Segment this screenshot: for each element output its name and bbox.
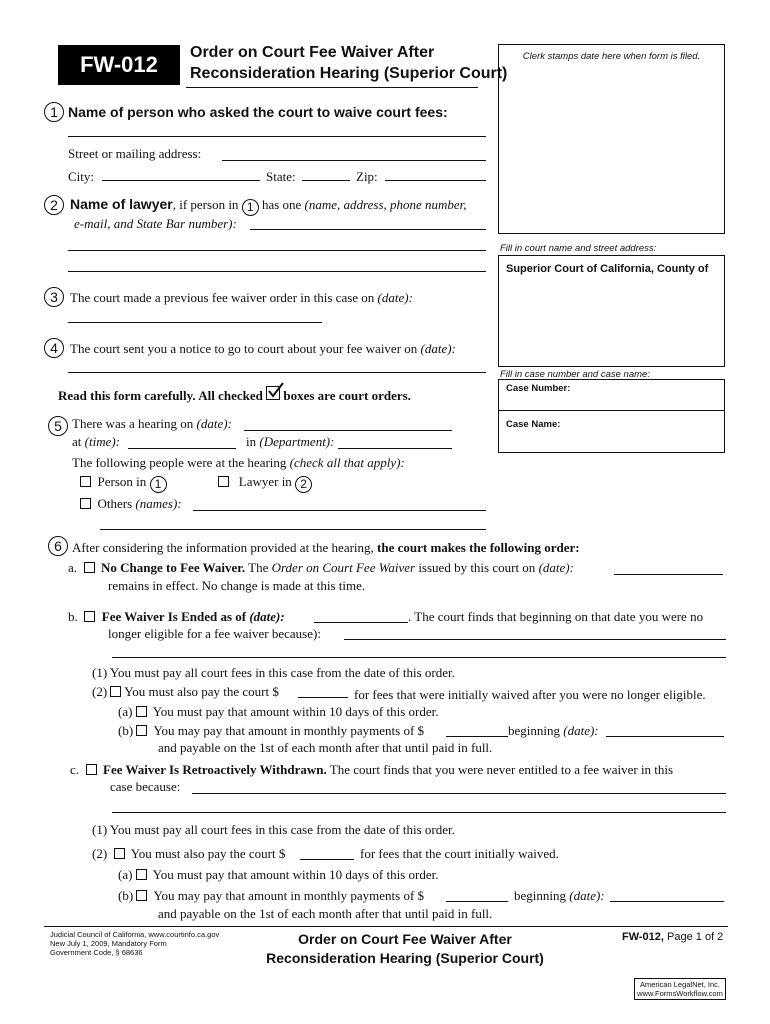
- order-b-reason-2[interactable]: [112, 657, 726, 658]
- order-c-p1: (1) You must pay all court fees in this case from the date of this order.: [92, 822, 455, 837]
- lawyer-field-1[interactable]: [250, 229, 486, 230]
- attendee-lawyer: [218, 474, 312, 493]
- order-a-text1: The: [248, 560, 269, 575]
- person-checkbox[interactable]: [80, 476, 91, 487]
- item-4-text: [70, 341, 456, 357]
- notice-hint: (date):: [420, 341, 456, 356]
- item-1-title: Name of person who asked the court to waive court fees:: [68, 104, 448, 120]
- order-c-pb-line2: and payable on the 1st of each month after that until paid in full.: [158, 906, 493, 921]
- order-c-pa-letter: (a): [118, 867, 133, 882]
- order-b-p2-checkbox[interactable]: [110, 686, 121, 697]
- prev-order-text: The court made a previous fee waiver order in this case on: [70, 290, 375, 305]
- order-b-pa: [118, 704, 438, 720]
- order-a-formname: Order on Court Fee Waiver: [271, 560, 416, 575]
- order-b-text: . The court finds that beginning on that date you were no: [408, 609, 704, 624]
- order-c-pa: [118, 867, 438, 883]
- order-c-begin-date-field[interactable]: [610, 901, 724, 902]
- prev-order-hint: (date):: [377, 290, 413, 305]
- order-b-letter: b.: [68, 609, 78, 624]
- order-b-pb-letter: (b): [118, 723, 134, 738]
- lawyer-label-rest: , if person in: [172, 197, 239, 212]
- order-b-pb-after: [508, 723, 599, 739]
- order-c-p2: [92, 846, 285, 862]
- lawyer-checkbox[interactable]: [218, 476, 229, 487]
- hearing-hint: (date):: [196, 416, 232, 431]
- dept-field[interactable]: [338, 448, 452, 449]
- item-1-number: 1: [44, 102, 64, 122]
- case-number-label: Case Number:: [506, 383, 571, 394]
- attendee-person: [80, 474, 167, 493]
- notice-date-field[interactable]: [68, 372, 486, 373]
- footer-page-num: Page 1 of 2: [667, 931, 724, 943]
- notice-after: boxes are court orders.: [283, 388, 411, 403]
- zip-field[interactable]: [385, 180, 486, 181]
- notice-before: Read this form carefully. All checked: [58, 388, 263, 403]
- footer-title: [240, 930, 570, 968]
- ref-item-1: 1: [242, 199, 259, 216]
- hearing-line: [72, 416, 232, 432]
- order-c-pb-hint: (date):: [569, 888, 605, 903]
- order-b-p2-text: You must also pay the court $: [124, 684, 279, 699]
- item-2-number: 2: [44, 195, 64, 215]
- hearing-date-field[interactable]: [244, 430, 452, 431]
- ref-item-1b: 1: [150, 476, 167, 493]
- at-label: at: [72, 434, 82, 449]
- order-intro-text: After considering the information provided at the hearing,: [72, 540, 374, 555]
- person-label: Person in: [97, 474, 147, 489]
- form-id: FW-012: [80, 52, 158, 77]
- order-b-amount-field[interactable]: [298, 697, 348, 698]
- order-b-line1: [68, 609, 285, 625]
- form-title-line1: Order on Court Fee Waiver After: [190, 44, 435, 61]
- city-label: City:: [68, 169, 95, 184]
- order-c-letter: c.: [70, 762, 80, 777]
- footer-page: [622, 931, 723, 943]
- case-name-box[interactable]: [498, 411, 725, 453]
- others-field-1[interactable]: [193, 510, 486, 511]
- others-hint: (names):: [135, 496, 182, 511]
- attendees-line: [72, 455, 405, 471]
- order-c-amount-field[interactable]: [300, 859, 354, 860]
- lawyer-hint-2: e-mail, and State Bar number):: [74, 216, 237, 231]
- order-c-p2-num: (2): [92, 846, 108, 861]
- form-title-line2: Reconsideration Hearing (Superior Court): [190, 65, 508, 82]
- order-b-pb-checkbox[interactable]: [136, 725, 147, 736]
- order-c-checkbox[interactable]: [86, 764, 97, 775]
- order-c-reason-1[interactable]: [192, 793, 726, 794]
- order-b-checkbox[interactable]: [84, 611, 95, 622]
- order-c-title: Fee Waiver Is Retroactively Withdrawn.: [103, 762, 327, 777]
- order-b-hint: (date):: [249, 609, 285, 624]
- order-b-pb: [118, 723, 424, 739]
- time-line: [72, 434, 120, 450]
- order-a-title: No Change to Fee Waiver.: [101, 560, 246, 575]
- time-field[interactable]: [128, 448, 236, 449]
- street-label: Street or mailing address:: [68, 146, 202, 161]
- others-field-2[interactable]: [100, 529, 486, 530]
- court-name-box[interactable]: [498, 255, 725, 367]
- item-4-number: 4: [44, 338, 64, 358]
- others-label: Others: [97, 496, 133, 511]
- order-c-pb-beginning: beginning: [514, 888, 566, 903]
- order-c-pb: [118, 888, 424, 904]
- order-a-date-field[interactable]: [614, 574, 723, 575]
- footer-rule: [44, 926, 728, 927]
- order-b-p2: [92, 684, 279, 700]
- order-c-pb-after: [514, 888, 605, 904]
- order-b-pb-text: You may pay that amount in monthly payments of $: [153, 723, 425, 738]
- item-5-number: 5: [48, 416, 68, 436]
- case-info-label: Fill in case number and case name:: [500, 369, 650, 380]
- order-b-monthly-field[interactable]: [446, 736, 508, 737]
- order-b-pa-letter: (a): [118, 704, 133, 719]
- order-c-p2-after: for fees that the court initially waived.: [360, 846, 559, 861]
- order-c-pb-checkbox[interactable]: [136, 890, 147, 901]
- lawyer-hint-1: (name, address, phone number,: [304, 197, 467, 212]
- case-number-box[interactable]: [498, 379, 725, 411]
- order-c-pa-checkbox[interactable]: [136, 869, 147, 880]
- people-hint: (check all that apply):: [289, 455, 405, 470]
- order-c-pb-letter: (b): [118, 888, 134, 903]
- order-a-line2: remains in effect. No change is made at this time.: [108, 578, 366, 593]
- others-checkbox[interactable]: [80, 498, 91, 509]
- in-label: in: [246, 434, 257, 449]
- order-b-p1: (1) You must pay all court fees in this case from the date of this order.: [92, 665, 455, 680]
- footer-form-id: FW-012,: [622, 931, 664, 943]
- city-field[interactable]: [102, 180, 260, 181]
- checkmark-icon: [266, 386, 280, 400]
- order-b-date-field[interactable]: [314, 622, 408, 623]
- order-c-pa-text: You must pay that amount within 10 days of this order.: [152, 867, 439, 882]
- footer-left-1: Judicial Council of California, www.courtinfo.ca.gov: [50, 930, 220, 939]
- order-b-pb-beginning: beginning: [508, 723, 560, 738]
- order-b-reason-1[interactable]: [344, 639, 726, 640]
- item-6-number: 6: [48, 536, 68, 556]
- court-name: Superior Court of California, County of: [506, 263, 709, 275]
- order-b-pa-text: You must pay that amount within 10 days of this order.: [152, 704, 439, 719]
- dept-hint: (Department):: [259, 434, 335, 449]
- dept-line: [246, 434, 334, 450]
- order-c-p2-text: You must also pay the court $: [130, 846, 286, 861]
- state-field[interactable]: [302, 180, 350, 181]
- order-b-p2-after: for fees that were initially waived after you were no longer eligible.: [354, 687, 706, 702]
- order-intro: [72, 540, 580, 556]
- order-c-monthly-field[interactable]: [446, 901, 508, 902]
- order-a-checkbox[interactable]: [84, 562, 95, 573]
- hearing-label: There was a hearing on: [72, 416, 194, 431]
- footer-title-1: Order on Court Fee Waiver After: [298, 931, 512, 947]
- legalnet-box: [634, 978, 726, 1000]
- title-underline: [186, 87, 478, 88]
- ref-item-2: 2: [295, 476, 312, 493]
- court-name-label: Fill in court name and street address:: [500, 243, 657, 254]
- item-2-line1: [70, 196, 467, 216]
- order-b-pb-hint: (date):: [563, 723, 599, 738]
- state-label: State:: [266, 169, 296, 184]
- footer-left-2: New July 1, 2009, Mandatory Form: [50, 939, 167, 948]
- order-a-letter: a.: [68, 560, 78, 575]
- people-label: The following people were at the hearing: [72, 455, 287, 470]
- form-id-badge: [58, 45, 180, 85]
- order-b-pa-checkbox[interactable]: [136, 706, 147, 717]
- notice-text: The court sent you a notice to go to court about your fee waiver on: [70, 341, 418, 356]
- order-c-line2: case because:: [110, 779, 181, 794]
- order-a-line1: [68, 560, 574, 576]
- item-3-number: 3: [44, 287, 64, 307]
- order-b-p2-num: (2): [92, 684, 108, 699]
- order-c-text: The court finds that you were never entitled to a fee waiver in this: [329, 762, 674, 777]
- lawyer-field-2[interactable]: [68, 250, 486, 251]
- time-hint: (time):: [84, 434, 121, 449]
- footer-title-2: Reconsideration Hearing (Superior Court): [266, 950, 544, 966]
- lawyer-attend-label: Lawyer in: [238, 474, 292, 489]
- order-c-line1: [70, 762, 673, 778]
- clerk-stamp-box[interactable]: [498, 44, 725, 234]
- attendee-others: [80, 496, 182, 512]
- order-b-line2: longer eligible for a fee waiver because):: [108, 626, 321, 641]
- petitioner-name-field[interactable]: [68, 136, 486, 137]
- legalnet-url: www.FormsWorkflow.com: [637, 989, 723, 998]
- lawyer-label: Name of lawyer: [70, 196, 173, 212]
- legalnet-name: American LegalNet, Inc.: [639, 980, 721, 989]
- case-name-label: Case Name:: [506, 419, 561, 430]
- order-b-pb-line2: and payable on the 1st of each month after that until paid in full.: [158, 740, 493, 755]
- checked-boxes-notice: [58, 386, 411, 404]
- footer-left-3: Government Code, § 68636: [50, 948, 143, 957]
- lawyer-field-3[interactable]: [68, 271, 486, 272]
- prev-order-date-field[interactable]: [68, 322, 322, 323]
- order-c-pb-text: You may pay that amount in monthly payments of $: [153, 888, 425, 903]
- order-c-reason-2[interactable]: [112, 812, 726, 813]
- order-a-text2: issued by this court on: [418, 560, 536, 575]
- order-c-p2-checkbox[interactable]: [114, 848, 125, 859]
- lawyer-has-one: has one: [261, 197, 302, 212]
- order-b-begin-date-field[interactable]: [606, 736, 724, 737]
- zip-label: Zip:: [356, 169, 378, 184]
- clerk-stamp-label: Clerk stamps date here when form is filed.: [522, 51, 701, 62]
- order-intro-bold: the court makes the following order:: [377, 540, 580, 555]
- item-3-text: [70, 290, 413, 306]
- order-b-title: Fee Waiver Is Ended as of: [101, 609, 247, 624]
- street-field[interactable]: [222, 160, 486, 161]
- order-a-hint: (date):: [538, 560, 574, 575]
